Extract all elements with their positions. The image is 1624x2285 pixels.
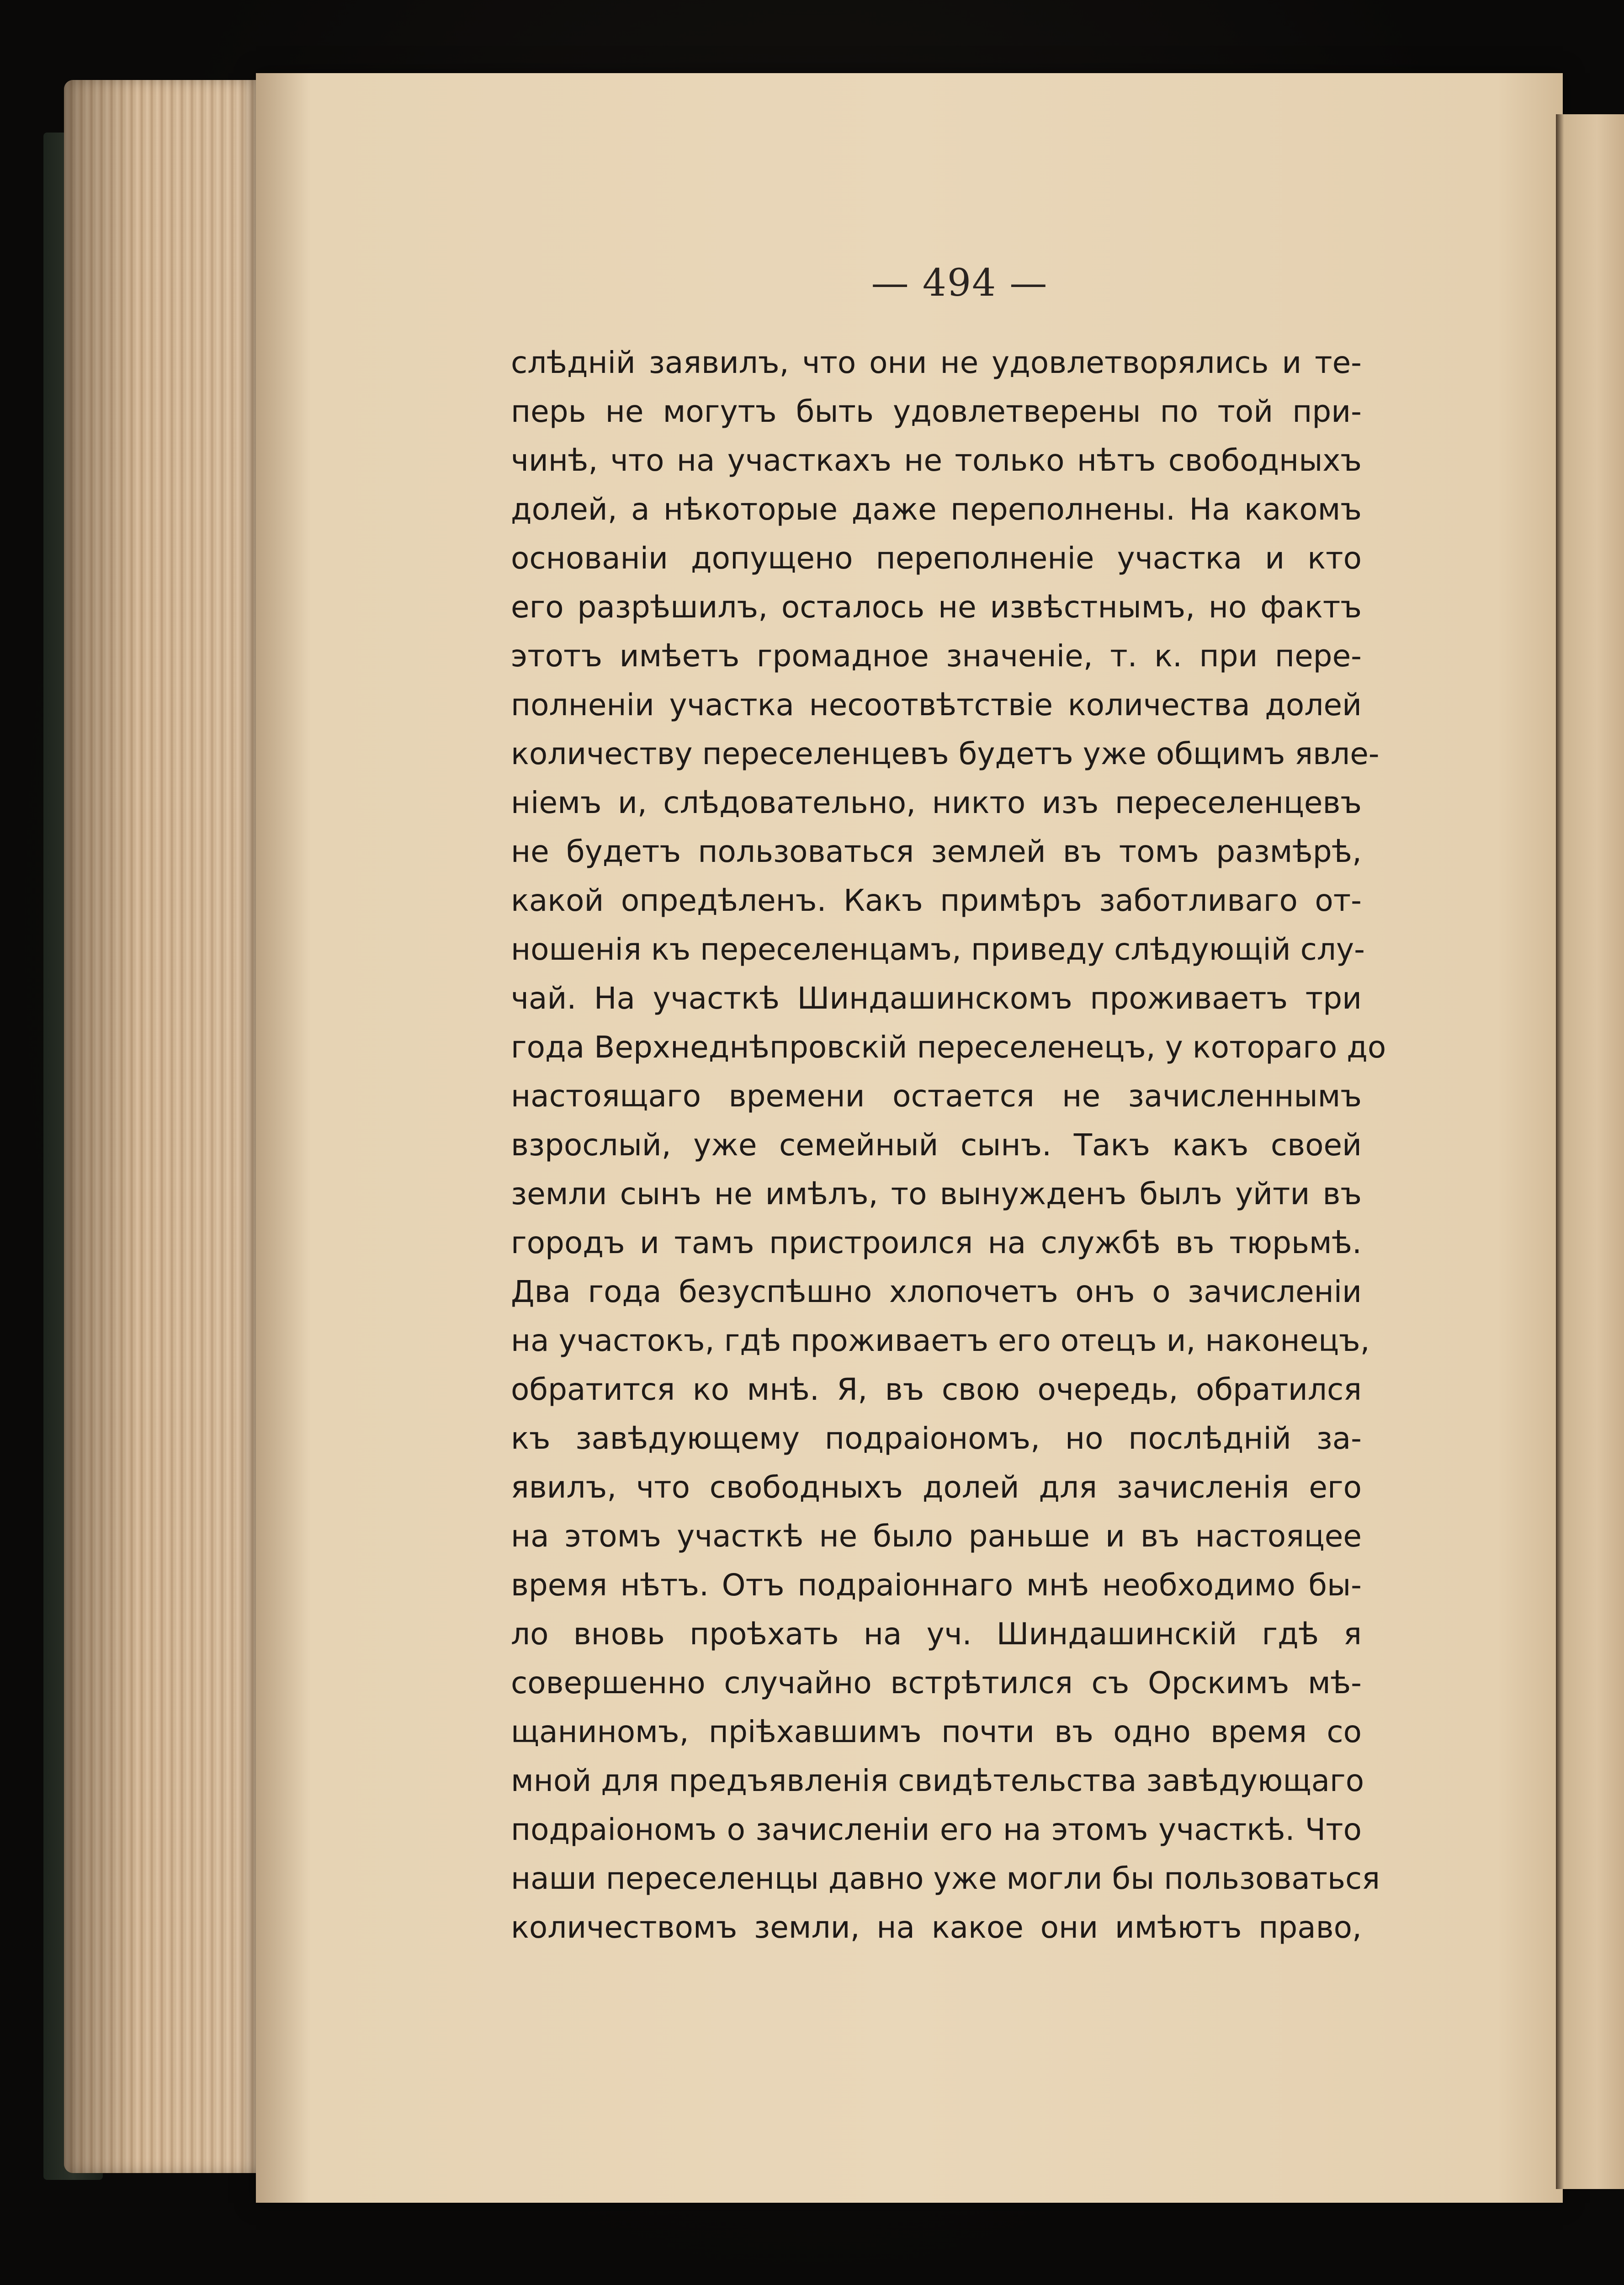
text-line: чинѣ, что на участкахъ не только нѣтъ свободныхъ: [511, 443, 1362, 478]
text-line: на этомъ участкѣ не было раньше и въ настояцее: [511, 1519, 1362, 1554]
text-line: перь не могутъ быть удовлетверены по той при-: [511, 394, 1362, 429]
body-text: [511, 338, 1386, 1952]
text-line: основаніи допущено переполненіе участка и кто: [511, 541, 1362, 576]
gutter-shadow: [256, 73, 311, 2203]
page-number: — 494 —: [871, 261, 1048, 305]
text-line: долей, а нѣкоторые даже переполнены. На какомъ: [511, 492, 1362, 527]
text-line: полненіи участка несоотвѣтствіе количества долей: [511, 687, 1362, 723]
text-line: какой опредѣленъ. Какъ примѣръ заботливаго от-: [511, 883, 1362, 918]
text-line: его разрѣшилъ, осталось не извѣстнымъ, но фактъ: [511, 590, 1362, 625]
text-line: ношенія къ переселенцамъ, приведу слѣдующій слу-: [511, 932, 1365, 967]
text-line: настоящаго времени остается не зачисленнымъ: [511, 1079, 1362, 1114]
text-line: количествомъ земли, на какое они имѣютъ право,: [511, 1910, 1362, 1945]
text-line: явилъ, что свободныхъ долей для зачисленія его: [511, 1470, 1362, 1505]
text-line: слѣдній заявилъ, что они не удовлетворялись и те-: [511, 345, 1362, 380]
text-line: взрослый, уже семейный сынъ. Такъ какъ своей: [511, 1127, 1362, 1163]
text-line: ніемъ и, слѣдовательно, никто изъ переселенцевъ: [511, 785, 1362, 820]
text-line: мной для предъявленія свидѣтельства завѣдующаго: [511, 1763, 1364, 1798]
text-line: ло вновь проѣхать на уч. Шиндашинскій гдѣ я: [511, 1616, 1362, 1652]
text-line: этотъ имѣетъ громадное значеніе, т. к. при пере-: [511, 638, 1362, 674]
text-line: чай. На участкѣ Шиндашинскомъ проживаетъ три: [511, 981, 1362, 1016]
text-line: не будетъ пользоваться землей въ томъ размѣрѣ,: [511, 834, 1362, 869]
text-line: городъ и тамъ пристроился на службѣ въ тюрьмѣ.: [511, 1225, 1362, 1260]
text-line: года Верхнеднѣпровскій переселенецъ, у котораго до: [511, 1030, 1386, 1065]
text-line: къ завѣдующему подраіономъ, но послѣдній за-: [511, 1421, 1362, 1456]
page-edges-shade: [64, 80, 279, 2173]
text-line: наши переселенцы давно уже могли бы пользоваться: [511, 1861, 1380, 1896]
text-line: земли сынъ не имѣлъ, то вынужденъ былъ уйти въ: [511, 1176, 1362, 1212]
text-line: совершенно случайно встрѣтился съ Орскимъ мѣ-: [511, 1665, 1362, 1700]
text-line: Два года безуспѣшно хлопочетъ онъ о зачисленіи: [511, 1274, 1362, 1309]
text-line: время нѣтъ. Отъ подраіоннаго мнѣ необходимо бы-: [511, 1568, 1362, 1603]
text-line: обратится ко мнѣ. Я, въ свою очередь, обратился: [511, 1372, 1362, 1407]
text-line: на участокъ, гдѣ проживаетъ его отецъ и, наконецъ,: [511, 1323, 1370, 1358]
text-line: щаниномъ, пріѣхавшимъ почти въ одно время со: [511, 1714, 1362, 1749]
text-line: количеству переселенцевъ будетъ уже общимъ явле-: [511, 736, 1380, 771]
facing-page-edge: [1556, 114, 1624, 2189]
text-line: подраіономъ о зачисленіи его на этомъ участкѣ. Что: [511, 1812, 1362, 1847]
